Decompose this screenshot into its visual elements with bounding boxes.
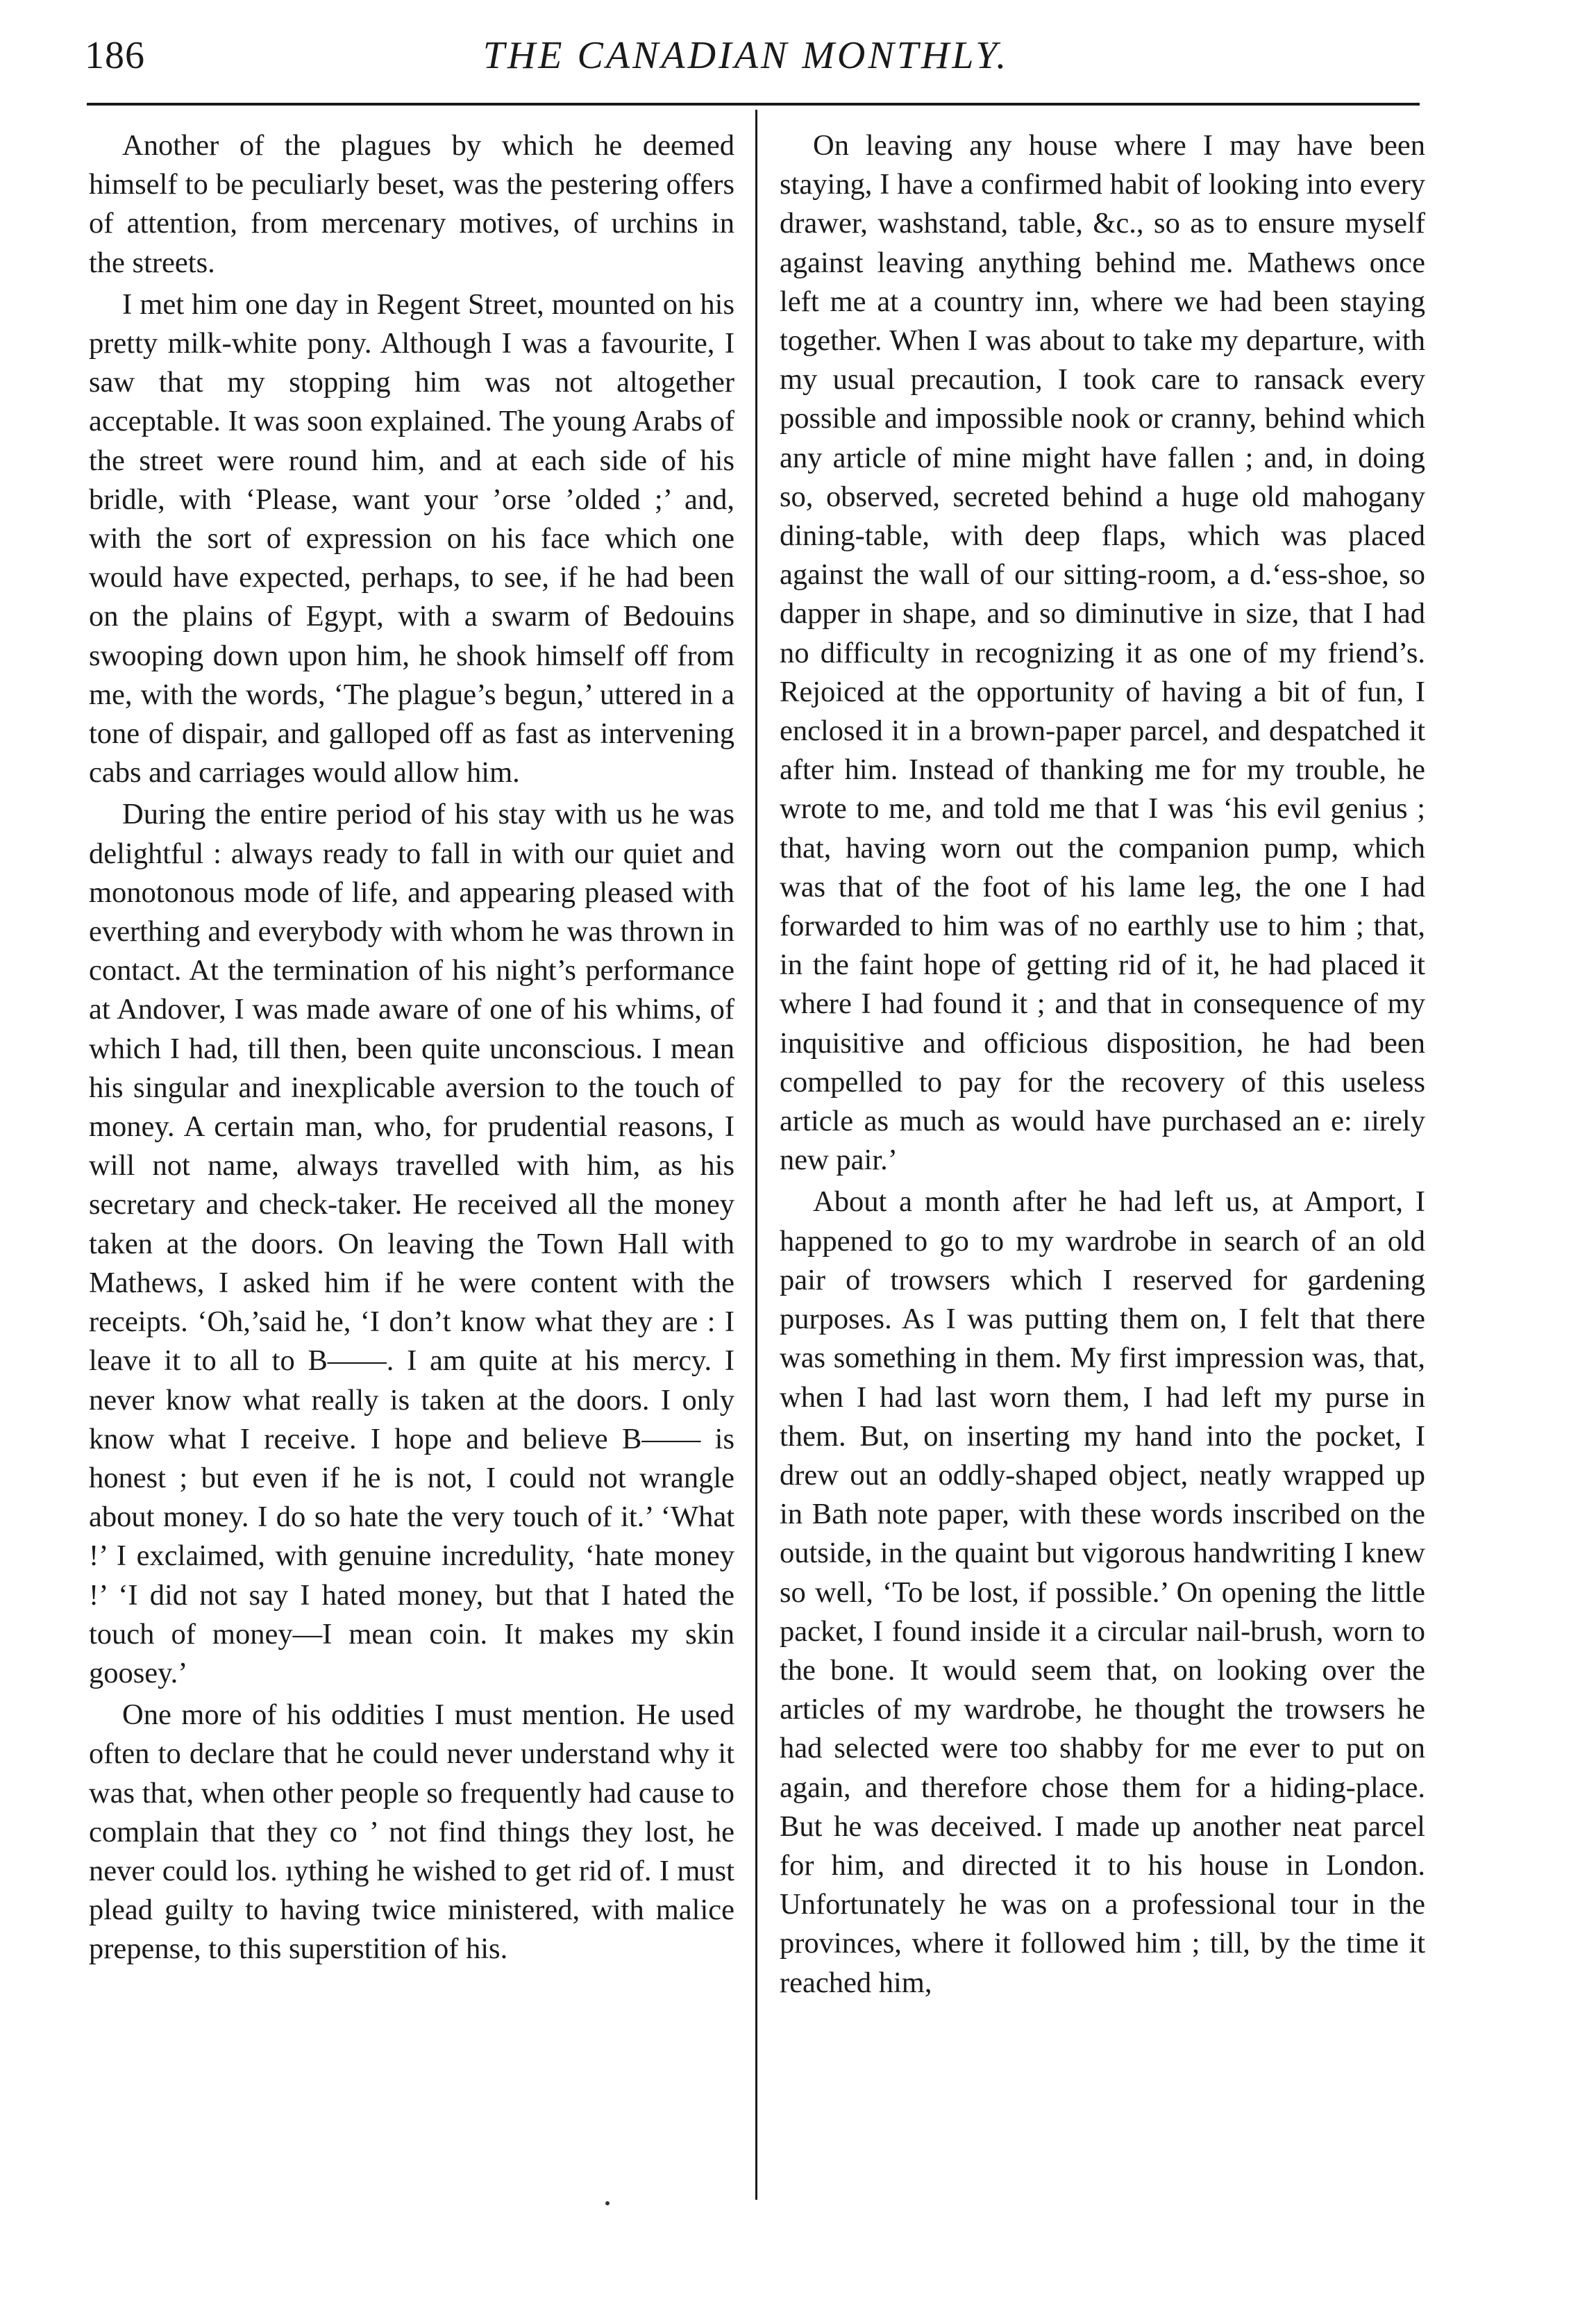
left-column bbox=[89, 126, 734, 2175]
running-title: THE CANADIAN MONTHLY. bbox=[482, 34, 1009, 77]
paragraph: One more of his oddities I must mention. He used often to declare that he could never understand why it was that, when other people so frequently had cause to complain that they co ’ not find things they lost, he never could los. ıything he wished to get rid of. I must plead guilty to having twice ministered, with malice prepense, to this superstition of his. bbox=[89, 1698, 734, 1966]
paragraph: About a month after he had left us, at Amport, I happened to go to my wardrobe in search of an old pair of trowsers which I reserved for gardening purposes. As I was putting them on, I felt that there was something in them. My first impression was, that, when I had last worn them, I had left my purse in them. But, on inserting my hand into the pocket, I drew out an oddly-shaped object, neatly wrapped up in Bath note paper, with these words inscribed on the outside, in the quaint but vigorous handwriting I knew so well, ‘To be lost, if possible.’ On opening the little packet, I found inside it a circular nail-brush, worn to the bone. It would seem that, on looking over the articles of my wardrobe, he thought the trowsers he had selected were too shabby for me ever to put on again, and therefore chose them for a hiding-place. But he was deceived. I made up another neat parcel for him, and directed it to his house in London. Unfortunately he was on a professional tour in the provinces, where it followed him ; till, by the time it reached him, bbox=[780, 1185, 1425, 1999]
page-number: 186 bbox=[85, 34, 145, 77]
header-rule bbox=[87, 103, 1420, 106]
paragraph: I met him one day in Regent Street, mounted on his pretty milk-white pony. Although I was a favourite, I saw that my stopping him was not altogether acceptable. It was soon explained. The young Arabs of the street were round him, and at each side of his bridle, with ‘Please, want your ’orse ’olded ;’ and, with the sort of expression on his face which one would have expected, perhaps, to see, if he had been on the plains of Egypt, with a swarm of Bedouins swooping down upon him, he shook himself off from me, with the words, ‘The plague’s begun,’ uttered in a tone of dispair, and galloped off as fast as intervening cabs and carriages would allow him. bbox=[89, 287, 734, 790]
print-speck bbox=[605, 2201, 610, 2205]
column-divider bbox=[755, 110, 757, 2200]
right-column bbox=[780, 126, 1425, 2175]
paragraph: During the entire period of his stay with us he was delightful : always ready to fall in with our quiet and monotonous mode of life, and appearing pleased with everthing and everybody with whom he was thrown in contact. At the termination of his night’s performance at Andover, I was made aware of one of his whims, of which I had, till then, been quite unconscious. I mean his singular and inexplicable aversion to the touch of money. A certain man, who, for prudential reasons, I will not name, always travelled with him, as his secretary and check-taker. He received all the money taken at the doors. On leaving the Town Hall with Mathews, I asked him if he were content with the receipts. ‘Oh,’said he, ‘I don’t know what they are : I leave it to all to B——. I am quite at his mercy. I never know what really is taken at the doors. I only know what I receive. I hope and believe B—— is honest ; but even if he is not, I could not wrangle about money. I do so hate the very touch of it.’ ‘What !’ I exclaimed, with genuine incredulity, ‘hate money !’ ‘I did not say I hated money, but that I hated the touch of money—I mean coin. It makes my skin goosey.’ bbox=[89, 798, 734, 1689]
paragraph: On leaving any house where I may have been staying, I have a confirmed habit of looking into every drawer, washstand, table, &c., so as to ensure myself against leaving anything behind me. Mathews once left me at a country inn, where we had been staying together. When I was about to take my departure, with my usual precaution, I took care to ransack every possible and impossible nook or cranny, behind which any article of mine might have fallen ; and, in doing so, observed, secreted behind a huge old mahogany dining-table, with deep flaps, which was placed against the wall of our sitting-room, a d.‘ess-shoe, so dapper in shape, and so diminutive in size, that I had no difficulty in recognizing it as one of my friend’s. Rejoiced at the opportunity of having a bit of fun, I enclosed it in a brown-paper parcel, and despatched it after him. Instead of thanking me for my trouble, he wrote to me, and told me that I was ‘his evil genius ; that, having worn out the companion pump, which was that of the foot of his lame leg, the one I had forwarded to him was of no earthly use to him ; that, in the faint hope of getting rid of it, he had placed it where I had found it ; and that in consequence of my inquisitive and officious disposition, he had been compelled to pay for the recovery of this useless article as much as would have purchased an e: ıirely new pair.’ bbox=[780, 129, 1425, 1177]
page-header bbox=[83, 28, 1409, 104]
paragraph: Another of the plagues by which he deemed himself to be peculiarly beset, was the pestering offers of attention, from mercenary motives, of urchins in the streets. bbox=[89, 129, 734, 279]
